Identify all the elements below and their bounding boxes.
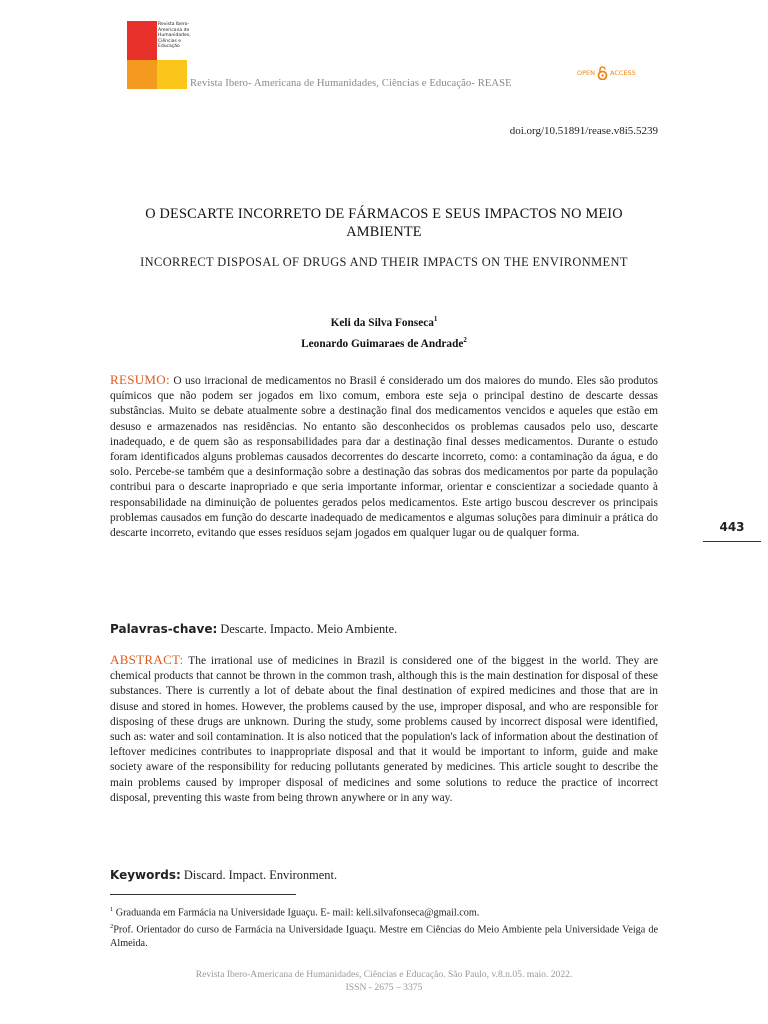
footnote-divider bbox=[110, 894, 296, 895]
abstract-text: The irrational use of medicines in Brazil is considered one of the biggest in the world. They are chemical products that cannot be thrown in the common trash, although this is the main destination for disposal of these substances. There is currently a lot of debate about the final destination of expired medicines and those that are in disuse and stored in homes. However, the problems caused by the use, improper disposal, and who are responsible for disposing of these drugs are unknown. During the study, some problems caused by incorrect disposal were identified, such as: water and soil contamination. It is also noticed that the population's lack of information about the destination of leftover medicines contributes to inappropriate disposal and that it would be important to inform, guide and make society aware of the responsibility for reducing pollutants generated by medicines. This article sought to describe the main problems caused by improper disposal of medicines and some solutions to reduce the practice of incorrect disposal, preventing this waste from being thrown anywhere or in any way. bbox=[110, 655, 658, 804]
doi-link[interactable]: doi.org/10.51891/rease.v8i5.5239 bbox=[509, 125, 658, 137]
keywords-en bbox=[110, 868, 658, 883]
footnote-mark-2: 2 bbox=[463, 335, 467, 344]
open-access-label-right: ACCESS bbox=[610, 69, 636, 77]
keywords-en-label: Keywords: bbox=[110, 868, 181, 882]
footnote-mark-1: 1 bbox=[433, 315, 438, 323]
resumo-label: RESUMO: bbox=[110, 372, 170, 387]
footnotes bbox=[110, 903, 658, 951]
page-number: 443 bbox=[719, 520, 745, 534]
resumo-paragraph bbox=[110, 372, 658, 541]
footer-issn: ISSN - 2675 – 3375 bbox=[345, 982, 423, 993]
author-2: Leonardo Guimaraes de Andrade$^2$ bbox=[301, 335, 467, 350]
open-access-badge bbox=[577, 66, 636, 80]
open-access-label-left: OPEN bbox=[577, 69, 596, 77]
resumo-text: O uso irracional de medicamentos no Brasil é considerado um dos maiores do mundo. Eles são produtos químicos que não podem ser jogados em lixo comum, embora este seja o principal destino de descarte dessas substâncias. Muito se debate atualmente sobre a destinação final dos medicamentos vencidos e aqueles que estão em desuso e armazenados nas residências. No entanto são desconhecidos os problemas causados pelo uso, descarte inadequado, e de quem são as responsabilidades para dar a destinação final desses medicamentos. Durante o estudo foram identificados alguns problemas causados decorrentes do descarte incorreto, como: a contaminação da água, e do solo. Percebe-se também que a desinformação sobre a destinação das sobras dos medicamentos por parte da população contribui para o descarte inapropriado e que seria importante informar, orientar e conscientizar a sociedade quanto à responsabilidade na diminuição de poluentes gerados pelos medicamentos. Este artigo buscou descrever os principais problemas causados em função do descarte inadequado de medicamentos e algumas soluções para diminuir a prática do descarte incorreto, evitando que esses resíduos sejam jogados em qualquer lugar ou de qualquer forma. bbox=[110, 375, 658, 540]
logo-text: Revista Ibero- Americana de Humanidades, Ciências e Educação bbox=[158, 22, 191, 50]
keywords-pt-text: Descarte. Impacto. Meio Ambiente. bbox=[217, 622, 398, 636]
footnote-1: $^1$ Graduanda em Farmácia na Universidade Iguaçu. E- mail: keli.silvafonseca@gmail.com. bbox=[110, 906, 480, 919]
article-title-pt: O DESCARTE INCORRETO DE FÁRMACOS E SEUS IMPACTOS NO MEIO AMBIENTE bbox=[145, 206, 623, 240]
keywords-pt bbox=[110, 622, 658, 637]
abstract-paragraph bbox=[110, 652, 658, 806]
open-lock-icon bbox=[597, 66, 608, 80]
page-footer bbox=[110, 968, 658, 994]
keywords-pt-label: Palavras-chave: bbox=[110, 622, 218, 636]
journal-name: Revista Ibero- Americana de Humanidades, Ciências e Educação- REASE bbox=[190, 78, 512, 89]
keywords-en-text: Discard. Impact. Environment. bbox=[180, 868, 338, 882]
logo-red-block bbox=[127, 21, 157, 60]
logo-yellow-block bbox=[157, 60, 187, 89]
author-list bbox=[110, 311, 658, 353]
author-1: Keli da Silva Fonseca$^1$ bbox=[330, 315, 438, 329]
footer-citation: Revista Ibero-Americana de Humanidades, Ciências e Educação. São Paulo, v.8.n.05. maio. 2022. bbox=[195, 969, 573, 980]
article-title-en: INCORRECT DISPOSAL OF DRUGS AND THEIR IMPACTS ON THE ENVIRONMENT bbox=[140, 255, 628, 269]
logo-orange-block bbox=[127, 60, 157, 89]
page-number-rule bbox=[703, 541, 761, 542]
abstract-label: ABSTRACT: bbox=[110, 652, 184, 667]
footnote-2: $^2$Prof. Orientador do curso de Farmácia na Universidade Iguaçu. Mestre em Ciências do Meio Ambiente pela Universidade Veiga de Almeida. bbox=[110, 922, 658, 949]
